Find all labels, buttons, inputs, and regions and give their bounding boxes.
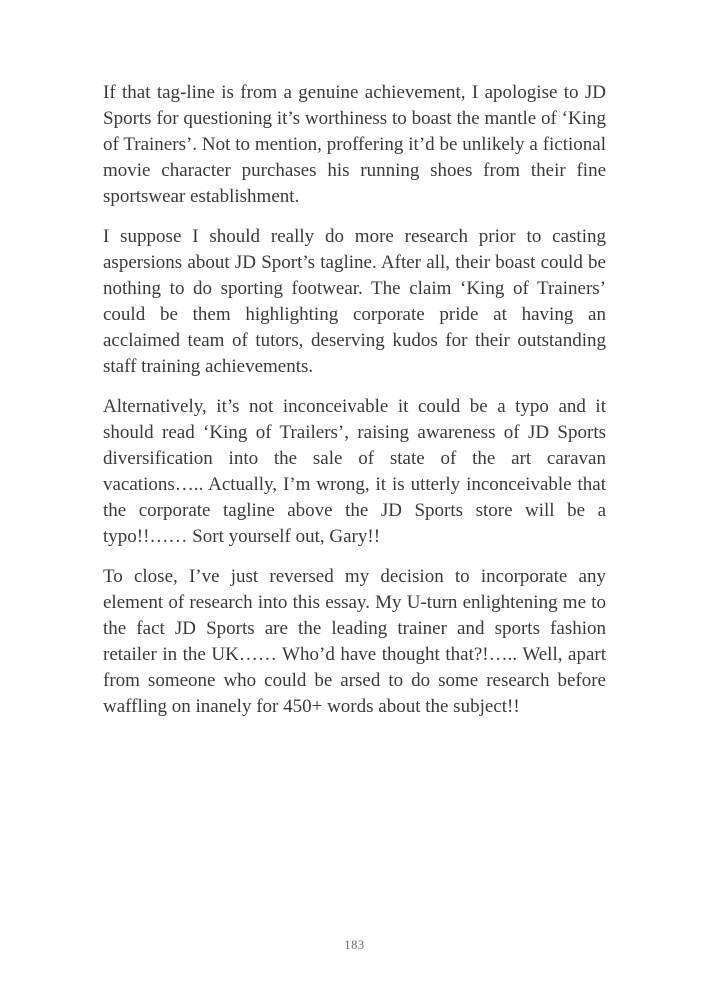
- page-number: 183: [344, 938, 365, 952]
- paragraph-2: I suppose I should really do more research prior to casting aspersions about JD Sport’s tagline. After all, their boast could be nothing to do sporting footwear. The claim ‘King of Trainers’ could be them highlighting corporate pride at having an acclaimed team of tutors, deserving kudos for their outstanding staff training achievements.: [103, 226, 606, 377]
- paragraph-4: To close, I’ve just reversed my decision to incorporate any element of research into this essay. My U-turn enlightening me to the fact JD Sports are the leading trainer and sports fashion retailer in the UK…… Who’d have thought that?!….. Well, apart from someone who could be arsed to do some research before waffling on inanely for 450+ words about the subject!!: [103, 566, 606, 717]
- page-footer: [0, 936, 709, 954]
- body-text: [103, 80, 606, 734]
- paragraph-1: If that tag-line is from a genuine achievement, I apologise to JD Sports for questioning it’s worthiness to boast the mantle of ‘King of Trainers’. Not to mention, proffering it’d be unlikely a fictional movie character purchases his running shoes from their fine sportswear establishment.: [103, 82, 606, 207]
- paragraph-3: Alternatively, it’s not inconceivable it could be a typo and it should read ‘King of Trailers’, raising awareness of JD Sports diversification into the sale of state of the art caravan vacations….. Actually, I’m wrong, it is utterly inconceivable that the corporate tagline above the JD Sports store will be a typo!!…… Sort yourself out, Gary!!: [103, 396, 606, 547]
